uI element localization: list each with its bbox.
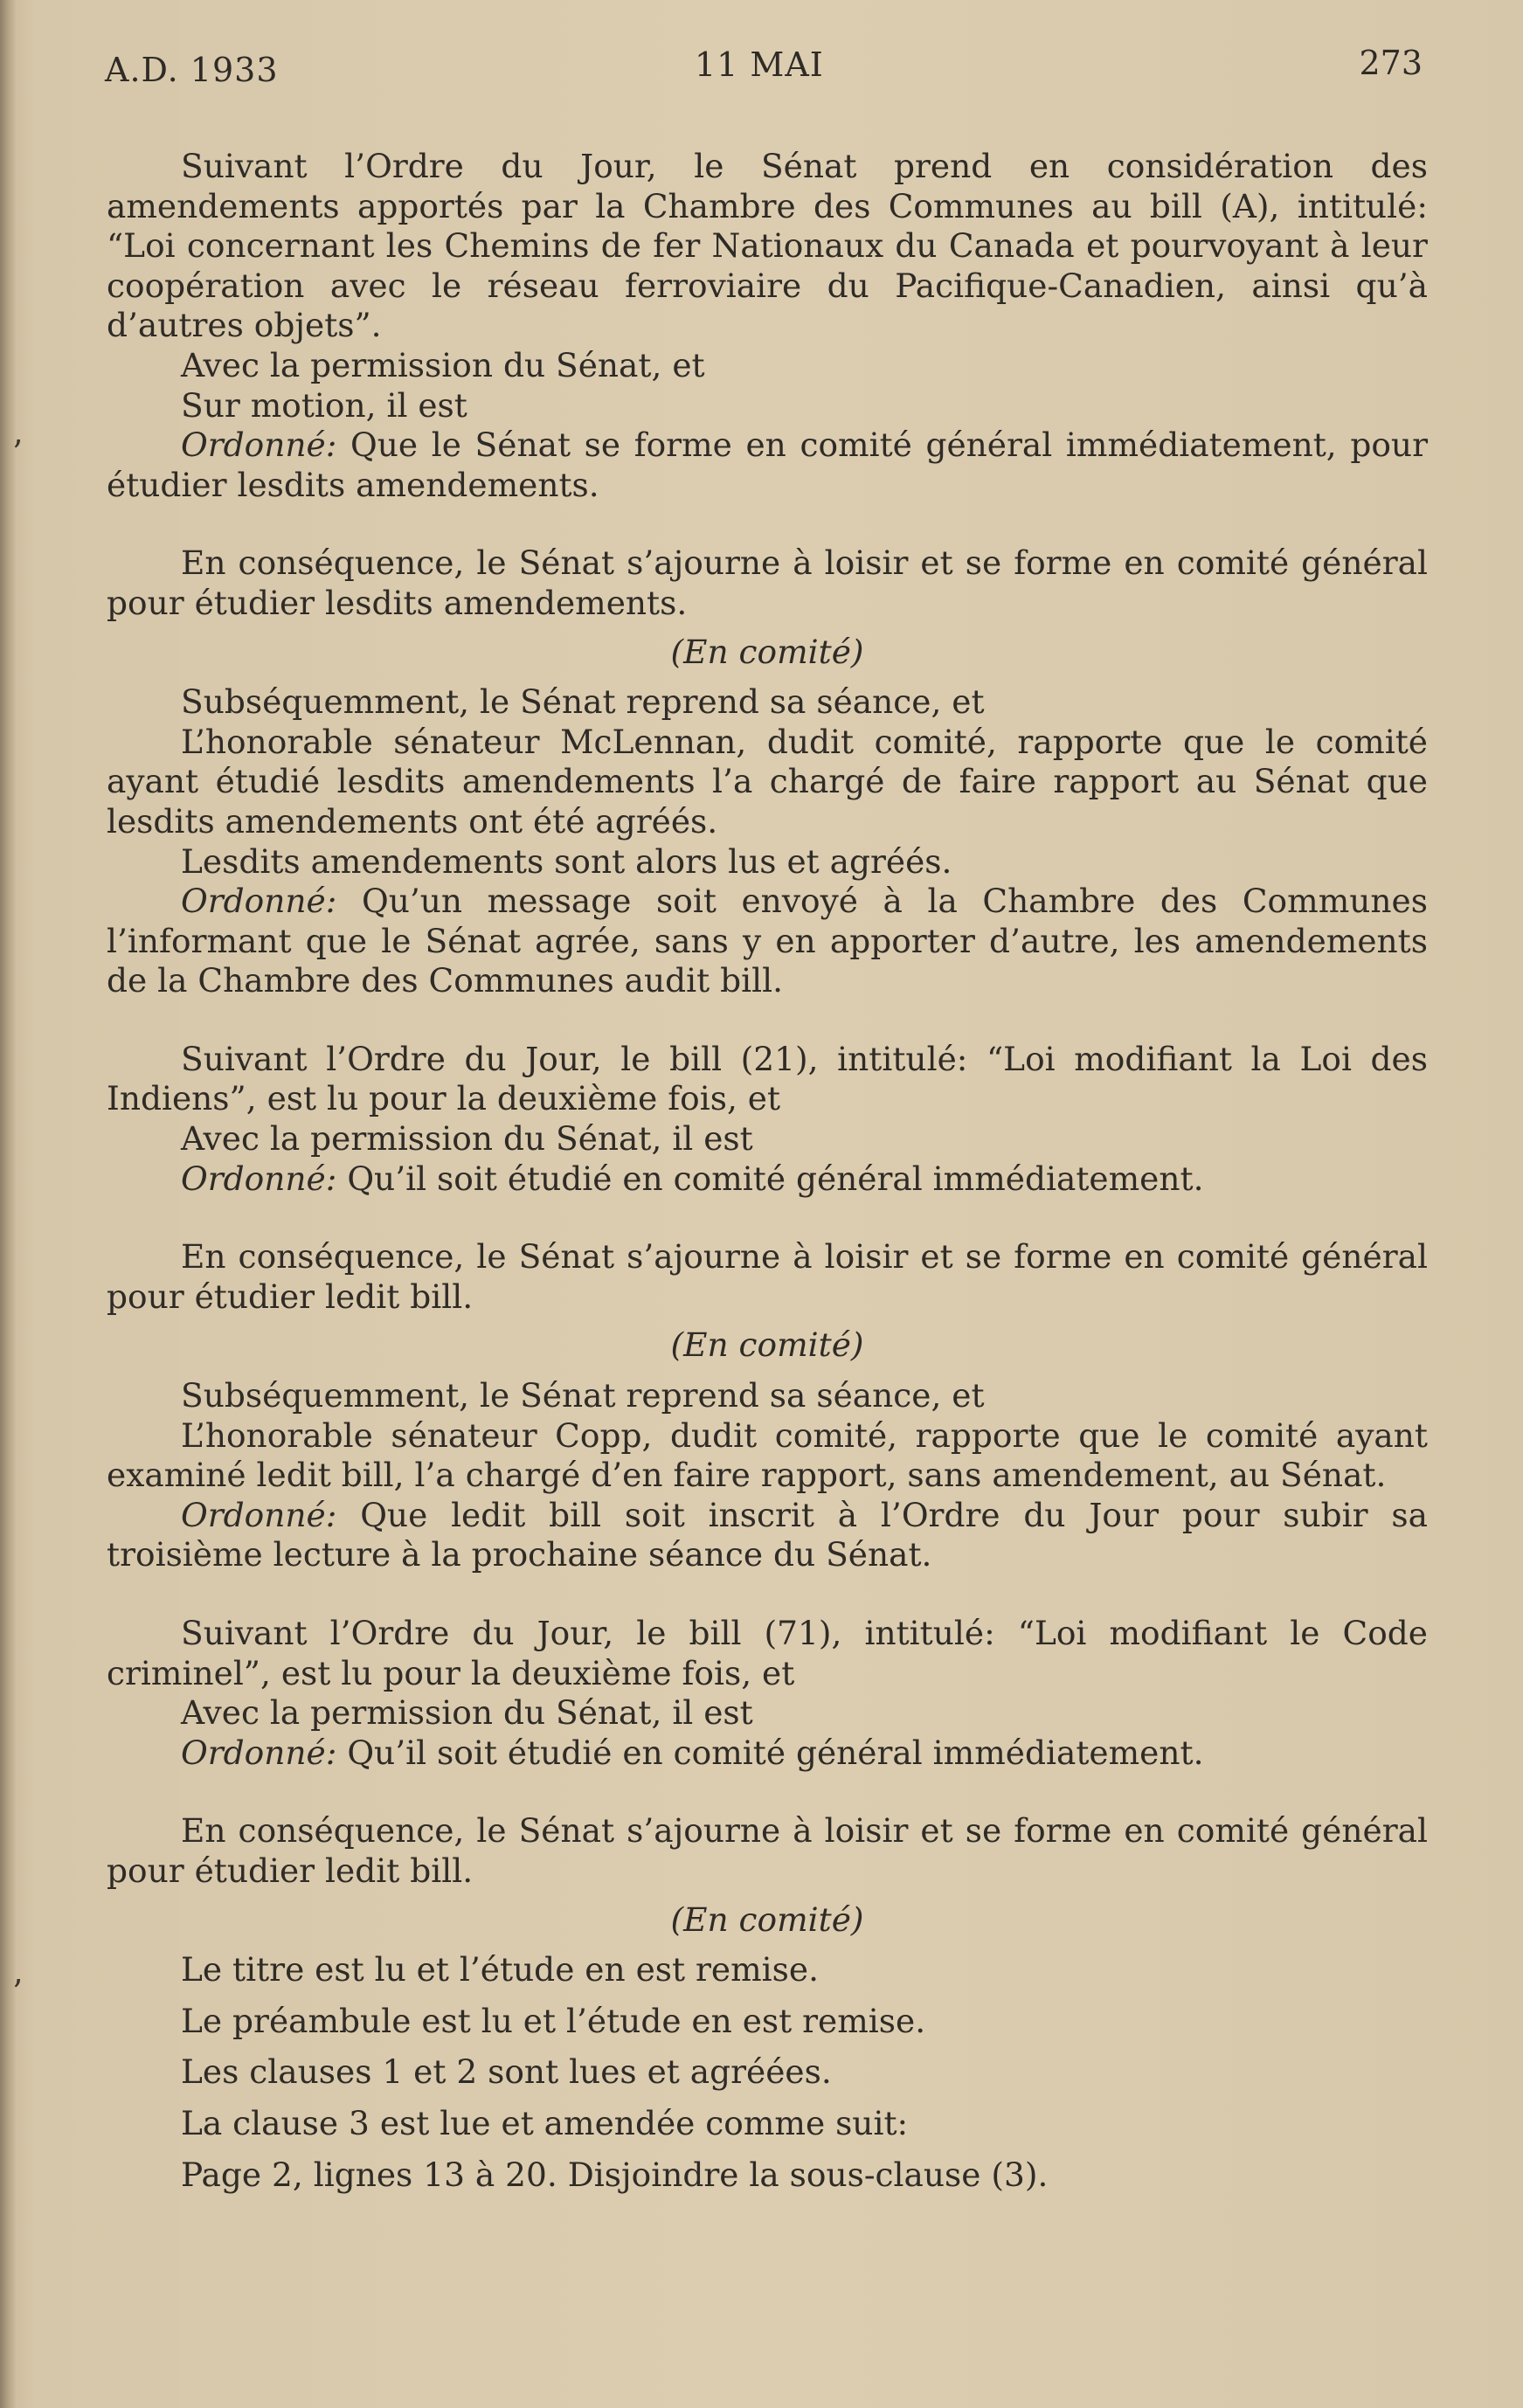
paragraph: Suivant l’Ordre du Jour, le bill (71), intitulé: “Loi modifiant le Code criminel”, est lu pour la deuxième fois, et — [107, 1614, 1428, 1692]
clause-line: Les clauses 1 et 2 sont lues et agréées. — [181, 2052, 832, 2092]
margin-mark: ’ — [12, 1973, 24, 2011]
order-paragraph — [107, 426, 1428, 505]
clause-line: Le préambule est lu et l’étude en est remise. — [181, 2001, 926, 2040]
paragraph: En conséquence, le Sénat s’ajourne à loisir et se forme en comité général pour étudier ledit bill. — [107, 1237, 1428, 1316]
page-header — [0, 44, 1523, 96]
clause-line: Le titre est lu et l’étude en est remise. — [181, 1950, 820, 1989]
paragraph: Suivant l’Ordre du Jour, le Sénat prend en considération des amendements apportés par la Chambre des Communes au bill (A), intitulé: “Loi concernant les Chemins de fer Nationaux du Canada et pourvoyant à leur coopération avec le réseau ferroviaire du Pacifique-Canadien, ainsi qu’à d’autres objets”. — [107, 147, 1428, 345]
margin-mark: ’ — [12, 433, 24, 472]
order-text: Qu’un message soit envoyé à la Chambre des Communes l’informant que le Sénat agrée, sans y en apporter d’autre, les amendements de la Chambre des Communes audit bill. — [107, 882, 1428, 1000]
document-body — [107, 147, 1428, 2206]
paragraph: L’honorable sénateur McLennan, dudit comité, rapporte que le comité ayant étudié lesdits amendements l’a chargé de faire rapport au Sénat que lesdits amendements ont été agréés. — [107, 722, 1428, 841]
clause-list — [107, 1950, 1428, 2195]
ordonne-label: Ordonné: — [181, 882, 337, 921]
order-paragraph — [107, 1496, 1428, 1575]
paragraph: En conséquence, le Sénat s’ajourne à loisir et se forme en comité général pour étudier lesdits amendements. — [107, 543, 1428, 622]
ordonne-label: Ordonné: — [181, 1733, 337, 1772]
ordonne-label: Ordonné: — [181, 426, 337, 465]
order-paragraph — [107, 882, 1428, 1001]
en-comite-heading: (En comité) — [670, 632, 864, 671]
order-paragraph — [107, 1733, 1428, 1774]
paragraph: Subséquemment, le Sénat reprend sa séance, et — [181, 682, 985, 722]
order-paragraph — [107, 1159, 1428, 1200]
paragraph: En conséquence, le Sénat s’ajourne à loisir et se forme en comité général pour étudier ledit bill. — [107, 1811, 1428, 1890]
paragraph: Avec la permission du Sénat, il est — [181, 1693, 753, 1733]
ordonne-label: Ordonné: — [181, 1159, 337, 1198]
clause-line: Page 2, lignes 13 à 20. Disjoindre la sous-clause (3). — [181, 2155, 1049, 2194]
paragraph: Suivant l’Ordre du Jour, le bill (21), intitulé: “Loi modifiant la Loi des Indiens”, est lu pour la deuxième fois, et — [107, 1039, 1428, 1118]
header-year: A.D. 1933 — [105, 51, 279, 89]
header-date: 11 MAI — [695, 45, 824, 84]
paragraph: Avec la permission du Sénat, et — [181, 345, 705, 384]
paragraph: L’honorable sénateur Copp, dudit comité, rapporte que le comité ayant examiné ledit bill, l’a chargé d’en faire rapport, sans amendement, au Sénat. — [107, 1415, 1428, 1495]
order-text: Que le Sénat se forme en comité général immédiatement, pour étudier lesdits amendements. — [107, 426, 1429, 504]
paragraph: Lesdits amendements sont alors lus et agréés. — [181, 841, 952, 881]
ordonne-label: Ordonné: — [181, 1495, 337, 1534]
page-binding-edge — [0, 0, 16, 2408]
en-comite-heading: (En comité) — [670, 1899, 864, 1939]
paragraph: Sur motion, il est — [181, 385, 467, 425]
order-text: Qu’il soit étudié en comité général immédiatement. — [347, 1733, 1204, 1772]
order-text: Qu’il soit étudié en comité général immédiatement. — [347, 1159, 1204, 1198]
paragraph: Avec la permission du Sénat, il est — [181, 1119, 753, 1159]
clause-line: La clause 3 est lue et amendée comme suit: — [181, 2103, 909, 2142]
en-comite-heading: (En comité) — [670, 1325, 864, 1365]
order-text: Que ledit bill soit inscrit à l’Ordre du Jour pour subir sa troisième lecture à la prochaine séance du Sénat. — [107, 1495, 1429, 1574]
paragraph: Subséquemment, le Sénat reprend sa séance, et — [181, 1376, 985, 1415]
page-number: 273 — [1359, 44, 1423, 82]
